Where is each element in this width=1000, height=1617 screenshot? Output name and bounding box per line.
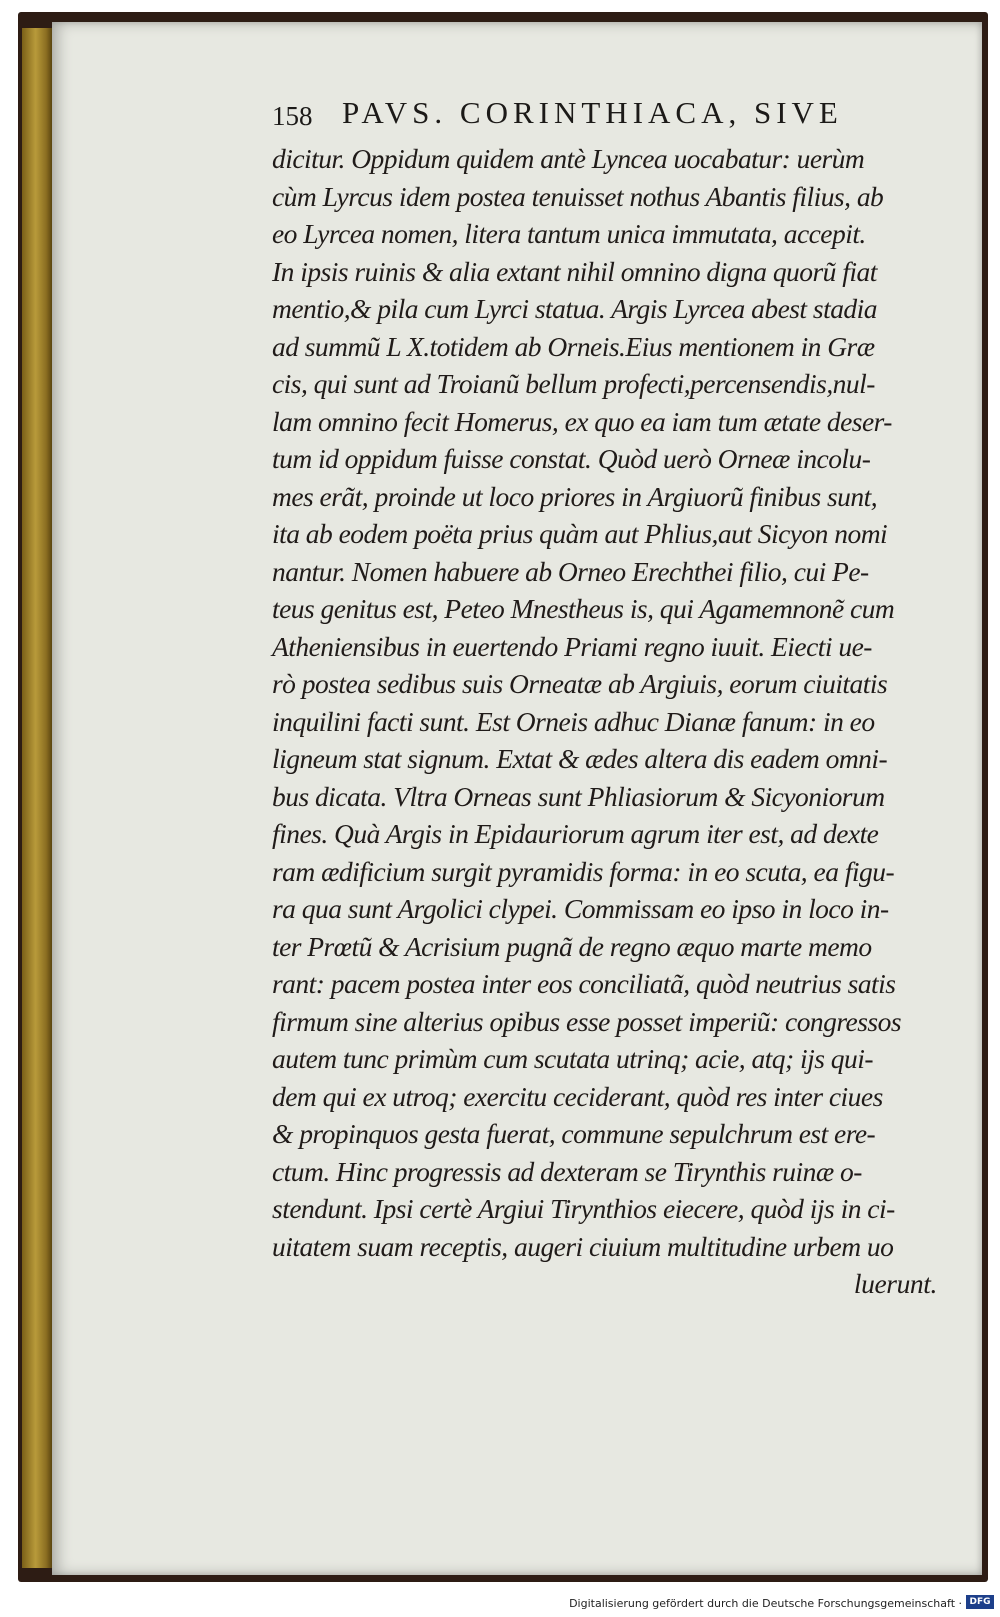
text-line: bus dicata. Vltra Orneas sunt Phliasiorum & Sicyoniorum [272,780,885,812]
running-title: PAVS. CORINTHIACA, SIVE [342,95,843,130]
dfg-logo-icon: DFG [966,1595,994,1609]
text-line: nantur. Nomen habuere ab Orneo Erechthei filio, cui Pe- [272,555,869,587]
text-line: ram ædificium surgit pyramidis forma: in eo scuta, ea figu- [272,855,895,887]
text-line: stendunt. Ipsi certè Argiui Tirynthios eiecere, quòd ijs in ci- [272,1193,895,1224]
text-line: Atheniensibus in euertendo Priami regno iuuit. Eiecti ue- [272,630,872,662]
footer-bar [0,1590,1000,1617]
digitization-credit: Digitalisierung gefördert durch die Deutsche Forschungsgemeinschaft · [569,1597,962,1610]
page-header [272,95,912,139]
text-line: inquilini facti sunt. Est Orneis adhuc Dianæ fanum: in eo [272,705,875,737]
text-line: ter Prœtũ & Acrisium pugnã de regno æquo marte memo [272,930,872,962]
text-line: cùm Lyrcus idem postea tenuisset nothus Abantis filius, ab [272,180,884,212]
text-line: & propinquos gesta fuerat, commune sepulchrum est ere- [272,1118,876,1149]
text-line: ligneum stat signum. Extat & ædes altera dis eadem omni- [272,743,888,774]
page-number: 158 [272,101,313,131]
text-line: rant: pacem postea inter eos conciliatã, quòd neutrius satis [272,968,896,999]
text-line: rò postea sedibus suis Orneatæ ab Argiuis, eorum ciuitatis [272,668,888,699]
text-line: mentio,& pila cum Lyrci statua. Argis Lyrcea abest stadia [272,293,877,324]
text-line: uitatem suam receptis, augeri ciuium multitudine urbem uo [272,1230,894,1262]
text-line: dicitur. Oppidum quidem antè Lyncea uocabatur: uerùm [272,143,865,174]
text-line: ita ab eodem poëta prius quàm aut Phlius,aut Sicyon nomi [272,518,888,549]
text-line: firmum sine alterius opibus esse posset imperiũ: congressos [272,1005,901,1037]
text-line: dem qui ex utroq; exercitu ceciderant, quòd res inter ciues [272,1080,883,1112]
text-line: lam omnino fecit Homerus, ex quo ea iam tum ætate deser- [272,405,892,437]
text-line: fines. Quà Argis in Epidauriorum agrum iter est, ad dexte [272,818,879,849]
text-line-final: luerunt. [853,1268,937,1299]
text-line: eo Lyrcea nomen, litera tantum unica immutata, accepit. [272,218,866,249]
text-line: tum id oppidum fuisse constat. Quòd uerò Orneæ incolu- [272,443,871,474]
text-line: mes erãt, proinde ut loco priores in Argiuorũ finibus sunt, [272,480,878,512]
body-text [272,140,947,1303]
text-line: teus genitus est, Peteo Mnestheus is, qui Agamemnonẽ cum [272,593,895,624]
text-line: autem tunc primùm cum scutata utrinq; acie, atq; ijs qui- [272,1043,873,1074]
text-line: ad summũ L X.totidem ab Orneis.Eius mentionem in Græ [272,330,875,362]
book-spine [22,28,52,1568]
text-line: ctum. Hinc progressis ad dexteram se Tirynthis ruinæ o- [272,1155,862,1187]
text-line: cis, qui sunt ad Troianũ bellum profecti,percensendis,nul- [272,368,875,399]
text-line: In ipsis ruinis & alia extant nihil omnino digna quorũ fiat [272,255,877,287]
text-line: ra qua sunt Argolici clypei. Commissam eo ipso in loco in- [272,893,889,924]
